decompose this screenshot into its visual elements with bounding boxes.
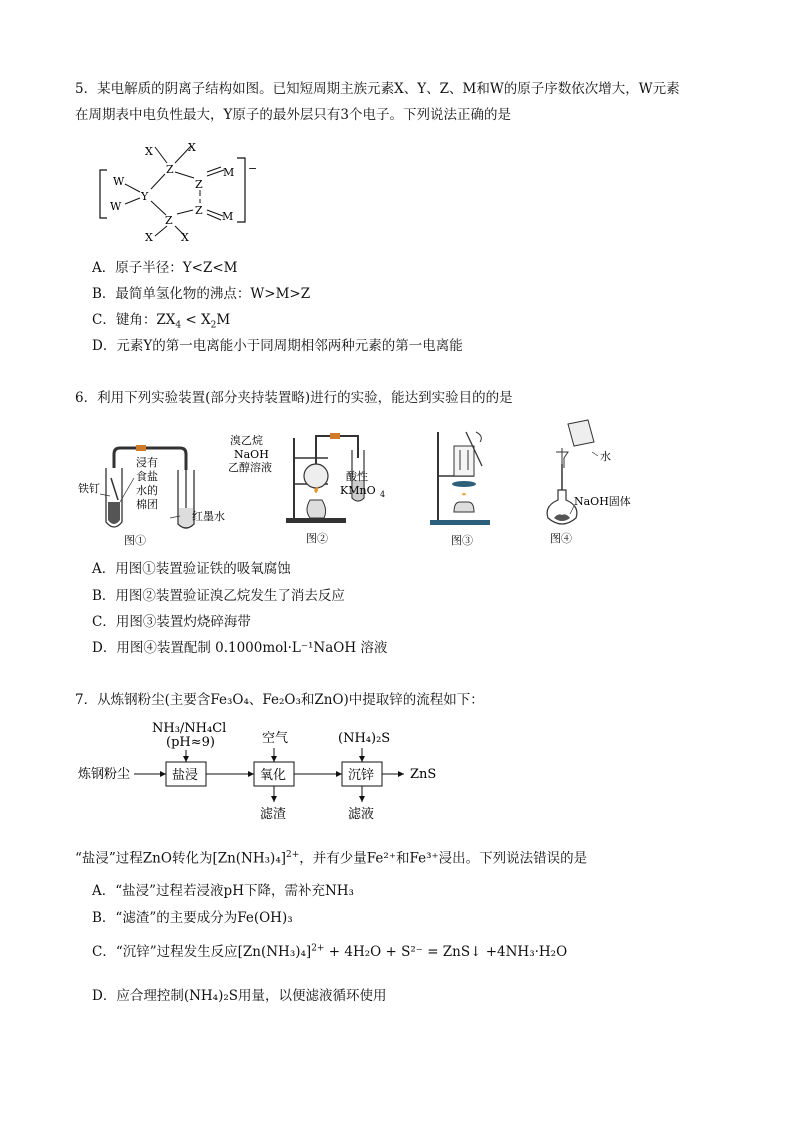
- flow-reagent1-line2: (pH≈9): [166, 735, 215, 750]
- fig1-cotton-line2: 食盐: [136, 470, 158, 483]
- atom-z-3: Z: [165, 214, 173, 227]
- q7-desc-complex: [Zn(NH₃)₄]: [212, 850, 287, 867]
- fig1-cotton-line3: 水的: [136, 484, 158, 497]
- fig4-water-label: 水: [600, 450, 611, 463]
- flow-reagent3: (NH₄)₂S: [338, 731, 391, 746]
- fig4-caption: 图④: [550, 532, 572, 545]
- q5-stem-line2: 在周期表中电负性最大，Y原子的最外层只有3个电子。下列说法正确的是: [75, 107, 512, 123]
- q6-figure-3-apparatus: [426, 426, 506, 548]
- atom-x-1: X: [145, 145, 153, 158]
- fig2-caption: 图②: [306, 532, 328, 545]
- fig2-reagent-line1: 溴乙烷: [230, 434, 263, 447]
- q5-option-c-x: X: [200, 312, 211, 328]
- fig2-reagent-line2: NaOH: [234, 448, 269, 461]
- atom-m-1: M: [223, 166, 235, 179]
- fig4-naoh-label: NaOH固体: [574, 495, 631, 508]
- q5-option-c-prefix: C．键角：: [92, 312, 157, 328]
- q7-desc-suffix: ，并有少量Fe²⁺和Fe³⁺浸出。下列说法错误的是: [299, 850, 588, 867]
- flow-box-precipitate-zinc: 沉锌: [348, 768, 375, 783]
- q5-option-c[interactable]: [92, 308, 230, 331]
- atom-w-2: W: [110, 200, 122, 213]
- atom-m-2: M: [222, 210, 234, 223]
- atom-x-2: X: [188, 141, 196, 154]
- q7-option-c-complex: [Zn(NH₃)₄]: [237, 944, 312, 960]
- q5-option-c-zx: ZX: [156, 312, 176, 328]
- q5-option-c-lt: <: [181, 312, 201, 328]
- fig2-reagent-line3: 乙醇溶液: [228, 461, 272, 474]
- q5-option-c-sub2: 2: [210, 320, 217, 331]
- q7-desc-charge: 2+: [286, 850, 300, 860]
- q7-desc-prefix: “盐浸”过程ZnO转化为: [75, 850, 213, 867]
- fig1-cotton-line1: 浸有: [136, 456, 158, 469]
- q7-option-b[interactable]: B．“滤渣”的主要成分为Fe(OH)₃: [92, 910, 293, 926]
- q7-description: [75, 842, 587, 872]
- q5-stem-line1: 5．某电解质的阴离子结构如图。已知短周期主族元素X、Y、Z、M和W的原子序数依次增大，W元素: [75, 81, 680, 97]
- flow-reagent1-line1: NH₃/NH₄Cl: [152, 721, 227, 736]
- atom-z-2: Z: [195, 178, 203, 191]
- atom-x-4: X: [181, 231, 189, 244]
- q6-stem: 6．利用下列实验装置(部分夹持装置略)进行的实验，能达到实验目的的是: [75, 390, 513, 406]
- q5-option-b[interactable]: B．最简单氢化物的沸点：W>M>Z: [92, 286, 311, 302]
- q7-option-a[interactable]: A．“盐浸”过程若浸液pH下降，需补充NH₃: [92, 883, 354, 899]
- q5-option-a[interactable]: A．原子半径：Y<Z<M: [92, 260, 238, 276]
- q6-figure-1-apparatus: [76, 440, 226, 548]
- atom-w-1: W: [113, 175, 125, 188]
- q6-option-c[interactable]: C．用图③装置灼烧碎海带: [92, 614, 251, 630]
- atom-y: Y: [141, 190, 149, 203]
- fig2-kmno4-line2: KMnO: [340, 484, 376, 497]
- fig2-kmno4-line1: 酸性: [346, 470, 368, 483]
- fig1-nail-label: 铁钉: [78, 482, 100, 495]
- flow-box-oxidize: 氧化: [260, 768, 287, 783]
- fig2-kmno4-sub: 4: [380, 490, 386, 499]
- q7-option-d[interactable]: D．应合理控制(NH₄)₂S用量，以便滤液循环使用: [92, 988, 387, 1004]
- fig1-cotton-line4: 棉团: [136, 498, 158, 511]
- flow-air: 空气: [262, 731, 289, 746]
- q5-option-d[interactable]: D．元素Y的第一电离能小于同周期相邻两种元素的第一电离能: [92, 338, 463, 354]
- atom-z-1: Z: [166, 163, 174, 176]
- q7-option-c[interactable]: [92, 940, 567, 960]
- q7-option-c-charge: 2+: [311, 943, 325, 954]
- atom-z-4: Z: [195, 204, 203, 217]
- q7-option-c-prefix: C．“沉锌”过程发生反应: [92, 944, 238, 960]
- fig1-ink-label: 红墨水: [192, 510, 225, 523]
- flow-product: ZnS: [410, 767, 437, 782]
- q6-figure-4-apparatus: [540, 418, 650, 548]
- flow-start: 炼钢粉尘: [78, 767, 131, 782]
- q6-option-d[interactable]: D．用图④装置配制 0.1000mol·L⁻¹NaOH 溶液: [92, 640, 388, 656]
- q7-stem: 7．从炼钢粉尘(主要含Fe₃O₄、Fe₂O₃和ZnO)中提取锌的流程如下：: [75, 692, 484, 708]
- q5-anion-structure-diagram: [95, 138, 270, 248]
- flow-box-salt-leach: 盐浸: [172, 768, 199, 783]
- fig1-caption: 图①: [124, 534, 146, 547]
- charge-sign: −: [248, 162, 258, 175]
- flow-filtrate: 滤液: [348, 807, 375, 822]
- q7-option-c-rest: + 4H₂O + S²⁻ = ZnS↓ +4NH₃·H₂O: [324, 944, 568, 960]
- flow-residue: 滤渣: [260, 807, 287, 822]
- fig3-caption: 图③: [451, 534, 473, 547]
- atom-x-3: X: [145, 231, 153, 244]
- q5-option-c-sub4: 4: [175, 320, 182, 331]
- q7-process-flowchart: [76, 718, 456, 828]
- q6-option-b[interactable]: B．用图②装置验证溴乙烷发生了消去反应: [92, 588, 345, 604]
- q6-figure-2-apparatus: [228, 428, 388, 548]
- q5-option-c-m: M: [216, 312, 231, 328]
- q6-option-a[interactable]: A．用图①装置验证铁的吸氧腐蚀: [92, 561, 291, 577]
